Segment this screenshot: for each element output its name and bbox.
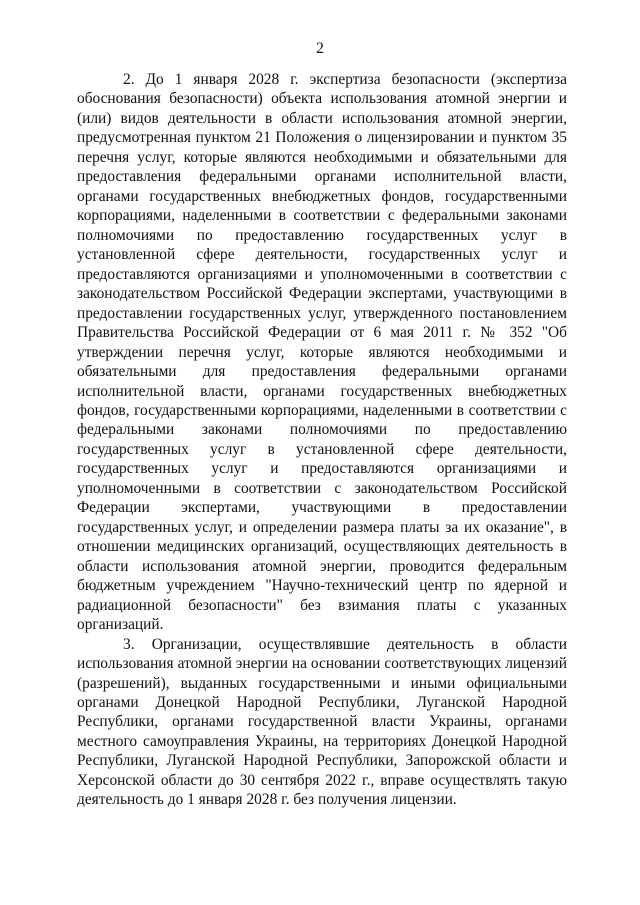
paragraph-3: 3. Организации, осуществлявшие деятельность в области использования атомной энергии на основании соответствующих лицензий (разрешений), выданных государственными и иными официальными органами Донецкой Народной Республики, Луганской Народной Республики, органами государственной власти Украины, органами местного самоуправления Украины, на территориях Донецкой Народной Республики, Луганской Народной Республики, Запорожской области и Херсонской области до 30 сентября 2022 г., вправе осуществлять такую деятельность до 1 января 2028 г. без получения лицензии.	[77, 635, 567, 809]
page-number: 2	[316, 40, 324, 57]
document-body	[77, 70, 567, 810]
paragraph-2: 2. До 1 января 2028 г. экспертиза безопасности (экспертиза обоснования безопасности) объекта использования атомной энергии и (или) видов деятельности в области использования атомной энергии, предусмотренная пунктом 21 Положения о лицензировании и пунктом 35 перечня услуг, которые являются необходимыми и обязательными для предоставления федеральными органами исполнительной власти, органами государственных внебюджетных фондов, государственными корпорациями, наделенными в соответствии с федеральными законами полномочиями по предоставлению государственных услуг в установленной сфере деятельности, государственных услуг и предоставляются организациями и уполномоченными в соответствии с законодательством Российской Федерации экспертами, участвующими в предоставлении государственных услуг, утвержденного постановлением Правительства Российской Федерации от 6 мая 2011 г. № 352 "Об утверждении перечня услуг, которые являются необходимыми и обязательными для предоставления федеральными органами исполнительной власти, органами государственных внебюджетных фондов, государственными корпорациями, наделенными в соответствии с федеральными законами полномочиями по предоставлению государственных услуг в установленной сфере деятельности, государственных услуг и предоставляются организациями и уполномоченными в соответствии с законодательством Российской Федерации экспертами, участвующими в предоставлении государственных услуг, и определении размера платы за их оказание", в отношении медицинских организаций, осуществляющих деятельность в области использования атомной энергии, проводится федеральным бюджетным учреждением "Научно-технический центр по ядерной и радиационной безопасности" без взимания платы с указанных организаций.	[77, 71, 567, 634]
